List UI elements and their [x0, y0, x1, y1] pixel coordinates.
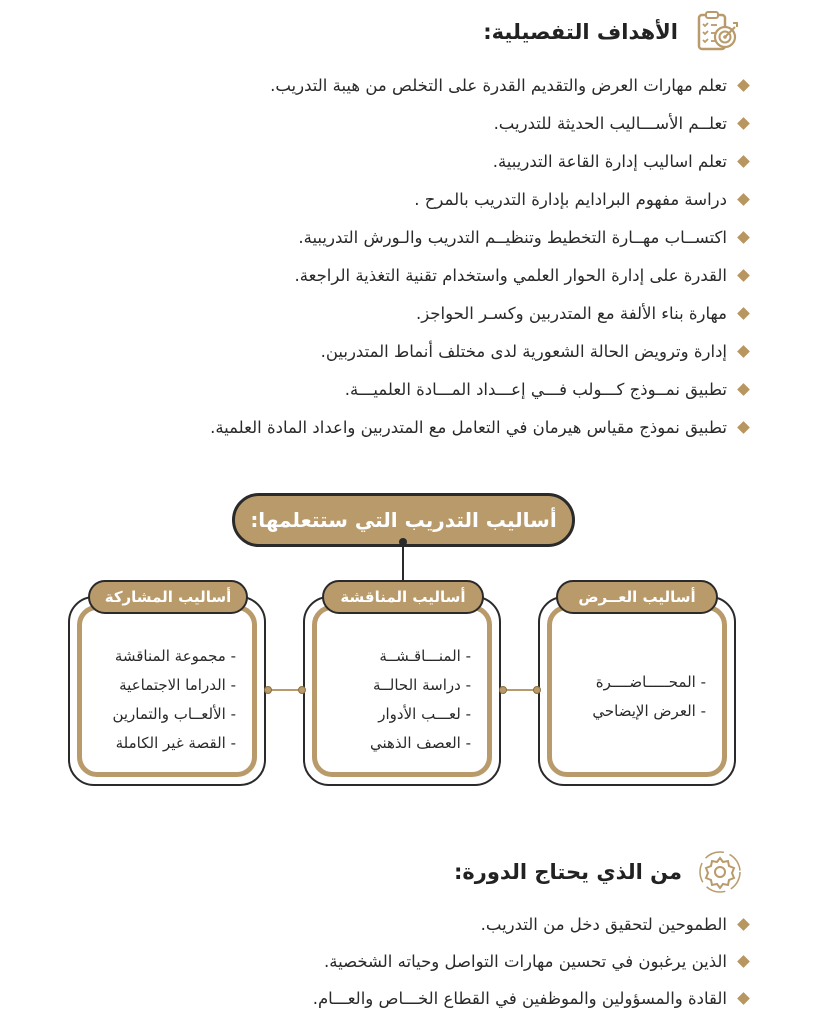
card-participation	[68, 596, 266, 786]
checklist-target-icon	[692, 8, 740, 56]
list-item-text: دراسة مفهوم البرادايم بإدارة التدريب بالمرح .	[414, 189, 727, 209]
list-item	[210, 294, 748, 332]
card-title-participation	[88, 580, 248, 614]
list-item	[313, 980, 748, 1017]
bullet-diamond-icon	[737, 918, 750, 931]
audience-title: من الذي يحتاج الدورة:	[453, 860, 682, 884]
card-title-presentation	[556, 580, 718, 614]
card-item: - العرض الإيضاحي	[540, 697, 734, 726]
bullet-diamond-icon	[737, 307, 750, 320]
bullet-diamond-icon	[737, 117, 750, 130]
list-item	[210, 408, 748, 446]
card-item: - دراسة الحالــة	[305, 671, 499, 700]
list-item	[210, 218, 748, 256]
bullet-diamond-icon	[737, 955, 750, 968]
list-item	[210, 66, 748, 104]
goals-title: الأهداف التفصيلية:	[483, 20, 678, 44]
goals-section-title	[483, 8, 740, 56]
card-title-text: أساليب العــرض	[578, 588, 696, 606]
connector-node	[533, 686, 541, 694]
card-item: - القصة غير الكاملة	[70, 729, 264, 758]
bullet-diamond-icon	[737, 421, 750, 434]
bullet-diamond-icon	[737, 345, 750, 358]
list-item-text: إدارة وترويض الحالة الشعورية لدى مختلف أنماط المتدربين.	[320, 341, 727, 361]
connector-line	[402, 545, 404, 581]
card-presentation	[538, 596, 736, 786]
list-item	[210, 180, 748, 218]
card-item: - الألعــاب والتمارين	[70, 700, 264, 729]
list-item	[313, 906, 748, 943]
list-item	[313, 943, 748, 980]
audience-section-title	[454, 848, 744, 896]
list-item-text: الذين يرغبون في تحسين مهارات التواصل وحياته الشخصية.	[324, 952, 727, 971]
list-item	[210, 332, 748, 370]
card-items	[70, 642, 264, 758]
list-item-text: اكتســاب مهــارة التخطيط وتنظيــم التدريب والـورش التدريبية.	[298, 227, 727, 247]
bullet-diamond-icon	[737, 992, 750, 1005]
bullet-diamond-icon	[737, 269, 750, 282]
card-item: - المنـــاقـشــة	[305, 642, 499, 671]
list-item-text: تعلم مهارات العرض والتقديم القدرة على التخلص من هيبة التدريب.	[270, 75, 727, 95]
list-item-text: تعلم اساليب إدارة القاعة التدريبية.	[492, 151, 727, 171]
card-discussion	[303, 596, 501, 786]
list-item	[210, 370, 748, 408]
card-items	[540, 668, 734, 726]
card-item: - العصف الذهني	[305, 729, 499, 758]
bullet-diamond-icon	[737, 383, 750, 396]
connector-node	[499, 686, 507, 694]
bullet-diamond-icon	[737, 79, 750, 92]
list-item	[210, 142, 748, 180]
card-item: - لعـــب الأدوار	[305, 700, 499, 729]
card-item: - مجموعة المناقشة	[70, 642, 264, 671]
connector-node	[264, 686, 272, 694]
card-title-text: أساليب المشاركة	[104, 588, 232, 606]
list-item-text: تطبيق نموذج مقياس هيرمان في التعامل مع المتدربين واعداد المادة العلمية.	[210, 417, 727, 437]
list-item-text: القادة والمسؤولين والموظفين في القطاع الخـــاص والعـــام.	[312, 989, 727, 1008]
list-item-text: الطموحين لتحقيق دخل من التدريب.	[480, 915, 727, 934]
card-item: - المحـــــاضــــرة	[540, 668, 734, 697]
list-item-text: تعلــم الأســـاليب الحديثة للتدريب.	[493, 113, 727, 133]
card-items	[305, 642, 499, 758]
bullet-diamond-icon	[737, 193, 750, 206]
card-item: - الدراما الاجتماعية	[70, 671, 264, 700]
bullet-diamond-icon	[737, 231, 750, 244]
list-item-text: مهارة بناء الألفة مع المتدربين وكسـر الحواجز.	[415, 303, 727, 323]
connector-node	[298, 686, 306, 694]
bullet-diamond-icon	[737, 155, 750, 168]
card-title-text: أساليب المناقشة	[340, 588, 466, 606]
list-item-text: تطبيق نمــوذج كـــولب فـــي إعـــداد المـــادة العلميـــة.	[344, 379, 727, 399]
list-item	[210, 104, 748, 142]
audience-list	[313, 906, 748, 1017]
card-title-discussion	[322, 580, 484, 614]
goals-list	[210, 66, 748, 446]
list-item	[210, 256, 748, 294]
list-item-text: القدرة على إدارة الحوار العلمي واستخدام تقنية التغذية الراجعة.	[294, 265, 727, 285]
methods-title: أساليب التدريب التي ستتعلمها:	[250, 508, 557, 532]
gear-icon	[696, 848, 744, 896]
connector-dot	[399, 538, 407, 546]
